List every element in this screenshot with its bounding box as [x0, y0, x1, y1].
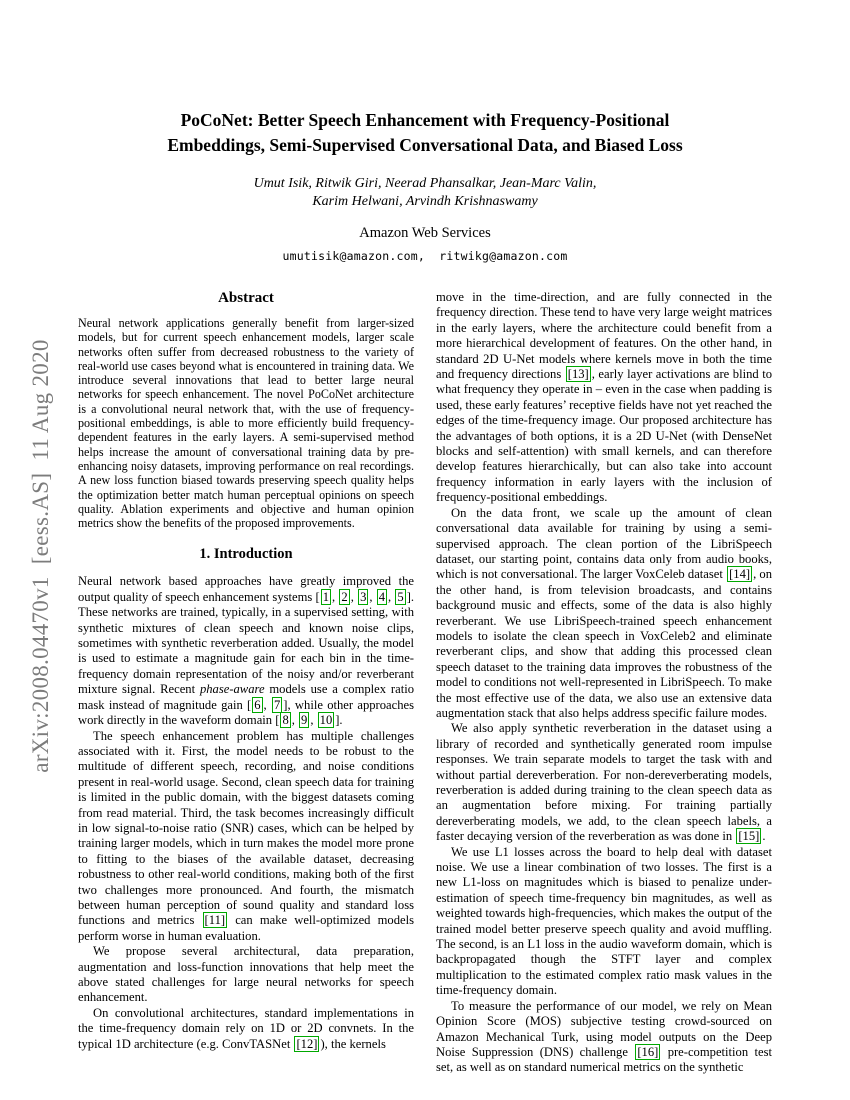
citation-link[interactable]: 10: [319, 713, 333, 728]
citation-link[interactable]: [15]: [738, 829, 760, 844]
paragraph: To measure the performance of our model, we rely on Mean Opinion Score (MOS) subjective testing crowd-sourced on Amazon Mechanical Turk, using model outputs on the Deep Noise Suppression (DNS) challenge [16] pre-competition test set, as well as on standard numerical metrics on the synthetic: [436, 998, 772, 1075]
citation-link[interactable]: [12]: [296, 1036, 318, 1051]
citation-link[interactable]: 5: [397, 589, 404, 604]
paper-authors: [0, 175, 850, 210]
abstract-text: Neural network applications generally benefit from larger-sized models, but for current speech enhancement models, larger scale networks often suffer from decreased robustness to the variety of real-world use cases beyond what is encountered in training data. We introduce several innovations that lead to better large neural networks for speech enhancement. The novel PoCoNet architecture is a convolutional neural network that, with the use of frequency-positional embeddings, is able to more efficiently build frequency-dependent features in the early layers. A semi-supervised method helps increase the amount of conversational training data by pre-enhancing noisy datasets, improving performance on real recordings. A new loss function biased towards preserving speech quality helps the optimization better match human perceptual opinions on speech quality. Ablation experiments and objective and human opinion metrics show the benefits of the proposed improvements.: [78, 316, 414, 531]
right-column: [436, 290, 772, 1076]
citation-link[interactable]: 9: [301, 713, 308, 728]
intro-left-paragraphs: [78, 574, 414, 1052]
citation-link[interactable]: [13]: [567, 367, 589, 382]
citation-link[interactable]: 7: [274, 697, 281, 712]
paper-title: [0, 108, 850, 158]
paragraph: On convolutional architectures, standard implementations in the time-frequency domain rely on 1D or 2D convnets. In the typical 1D architecture (e.g. ConvTASNet [12] ), the kernels: [78, 1005, 414, 1051]
paragraph: On the data front, we scale up the amount of clean conversational data available for training by using a semi-supervised approach. The clean portion of the LibriSpeech dataset, our starting point, contains data only from audio books, which is not conversational. The larger VoxCeleb dataset [14] , on the other hand, is from television broadcasts, and contains background music and effects, some of the data is also highly reverberant. We use LibriSpeech-trained speech enhancement models to isolate the clean speech in VoxCeleb2 and eliminate reverberant clips, and show that adding this processed clean speech dataset to the training data improves the robustness of the model to conditions not well-represented in LibriSpeech. To make the most effective use of the data, we also use an extensive data augmentation stack that also helps address specific failure modes.: [436, 505, 772, 720]
paragraph: We propose several architectural, data preparation, augmentation and loss-function innovations that help meet the above stated challenges for large neural networks for speech enhancement.: [78, 944, 414, 1005]
paper-title-line-2: Embeddings, Semi-Supervised Conversational Data, and Biased Loss: [167, 135, 683, 155]
citation-link[interactable]: 3: [360, 589, 367, 604]
authors-line-2: Karim Helwani, Arvindh Krishnaswamy: [312, 193, 538, 209]
arxiv-watermark: arXiv:2008.04470v1 [eess.AS] 11 Aug 2020: [28, 339, 53, 773]
intro-right-paragraphs: [436, 290, 772, 1076]
abstract-heading: Abstract: [218, 290, 274, 306]
paper-title-line-1: PoCoNet: Better Speech Enhancement with Frequency-Positional: [180, 110, 670, 130]
citation-link[interactable]: 8: [282, 713, 289, 728]
left-column: [78, 290, 414, 1076]
paragraph: The speech enhancement problem has multiple challenges associated with it. First, the model needs to be robust to the multitude of different speech, recording, and noise conditions present in real-world usage. Second, clean speech data for training is limited in the public domain, with the biggest datasets coming from read material. Third, the task becomes increasingly difficult in low signal-to-noise ratio (SNR) cases, which can be helped by training larger models, which in turn makes the model more prone to fitting to the biases of the available dataset, decreasing robustness to other real-world conditions, making both of the first two challenges more pronounced. And fourth, the mismatch between human perception of sound quality and standard loss functions and metrics [11] can make well-optimized models perform worse in human evaluation.: [78, 728, 414, 943]
affiliation: Amazon Web Services: [359, 225, 491, 241]
paragraph: We also apply synthetic reverberation in the dataset using a library of recorded and synthetically generated room impulse responses. We train separate models to target the task with and without partial dereverberation. For non-dereverberating models, reverberation is added during training to the clean speech data as an augmentation before mixing. For training partially dereverberating models, we add, to the clean speech labels, a faster decaying version of the reverberation as was done in [15] .: [436, 721, 772, 844]
two-column-body: [0, 263, 850, 1076]
citation-link[interactable]: [14]: [729, 567, 751, 582]
paragraph: move in the time-direction, and are fully connected in the frequency direction. These tend to have very large weight matrices in the early layers, where the architecture could benefit from a more hierarchical development of features. On the other hand, in standard 2D U-Net models where kernels move in both the time and frequency directions [13] , early layer activations are blind to what frequency they operate in – even in the case when padding is used, these early features’ receptive fields have not yet reached the edges of the time-frequency image. Our proposed architecture has the advantages of both options, it is a 2D U-Net (with DenseNet blocks and self-attention) with small kernels, and can therefore develop features hierarchically, but can also take into account frequency information in early layers with the inclusion of frequency-positional embeddings.: [436, 290, 772, 505]
paragraph: We use L1 losses across the board to help deal with dataset noise. We use a linear combination of two losses. The first is a new L1-loss on magnitudes which is biased to penalize under-estimation of speech time-frequency bin magnitudes, as well as weighted towards high-frequencies, which makes the output of the trained model better preserve speech quality and avoid muffling. The second, is an L1 loss in the audio waveform domain, which is backpropagated though the STFT layer and complex multiplication to the estimated complex ratio mask values in the time-frequency domain.: [436, 844, 772, 998]
citation-link[interactable]: 1: [322, 589, 330, 604]
paper-header: [0, 0, 850, 263]
citation-link[interactable]: 4: [378, 589, 386, 604]
paragraph: Neural network based approaches have greatly improved the output quality of speech enhancement systems [ 1 , 2 , 3 , 4 , 5 ]. These networks are trained, typically, in a supervised setting, with synthetic mixtures of clean speech and known noise clips, sometimes with synthetic reverberation added. Usually, the model is used to estimate a magnitude gain for each bin in the time-frequency domain representation of the noisy and/or reverberant mixture signal. Recent phase-aware models use a complex ratio mask instead of magnitude gain [ 6 , 7 ], while other approaches work directly in the waveform domain [ 8 , 9 , 10 ].: [78, 574, 415, 728]
section-heading-introduction: 1. Introduction: [199, 546, 293, 563]
citation-link[interactable]: [16]: [637, 1044, 659, 1059]
emphasis-text: phase-aware: [199, 682, 265, 697]
citation-link[interactable]: 6: [254, 697, 261, 712]
author-emails: umutisik@amazon.com, ritwikg@amazon.com: [282, 249, 568, 263]
authors-line-1: Umut Isik, Ritwik Giri, Neerad Phansalkar, Jean-Marc Valin,: [253, 176, 597, 191]
citation-link[interactable]: 2: [341, 589, 348, 604]
citation-link[interactable]: [11]: [204, 913, 226, 928]
